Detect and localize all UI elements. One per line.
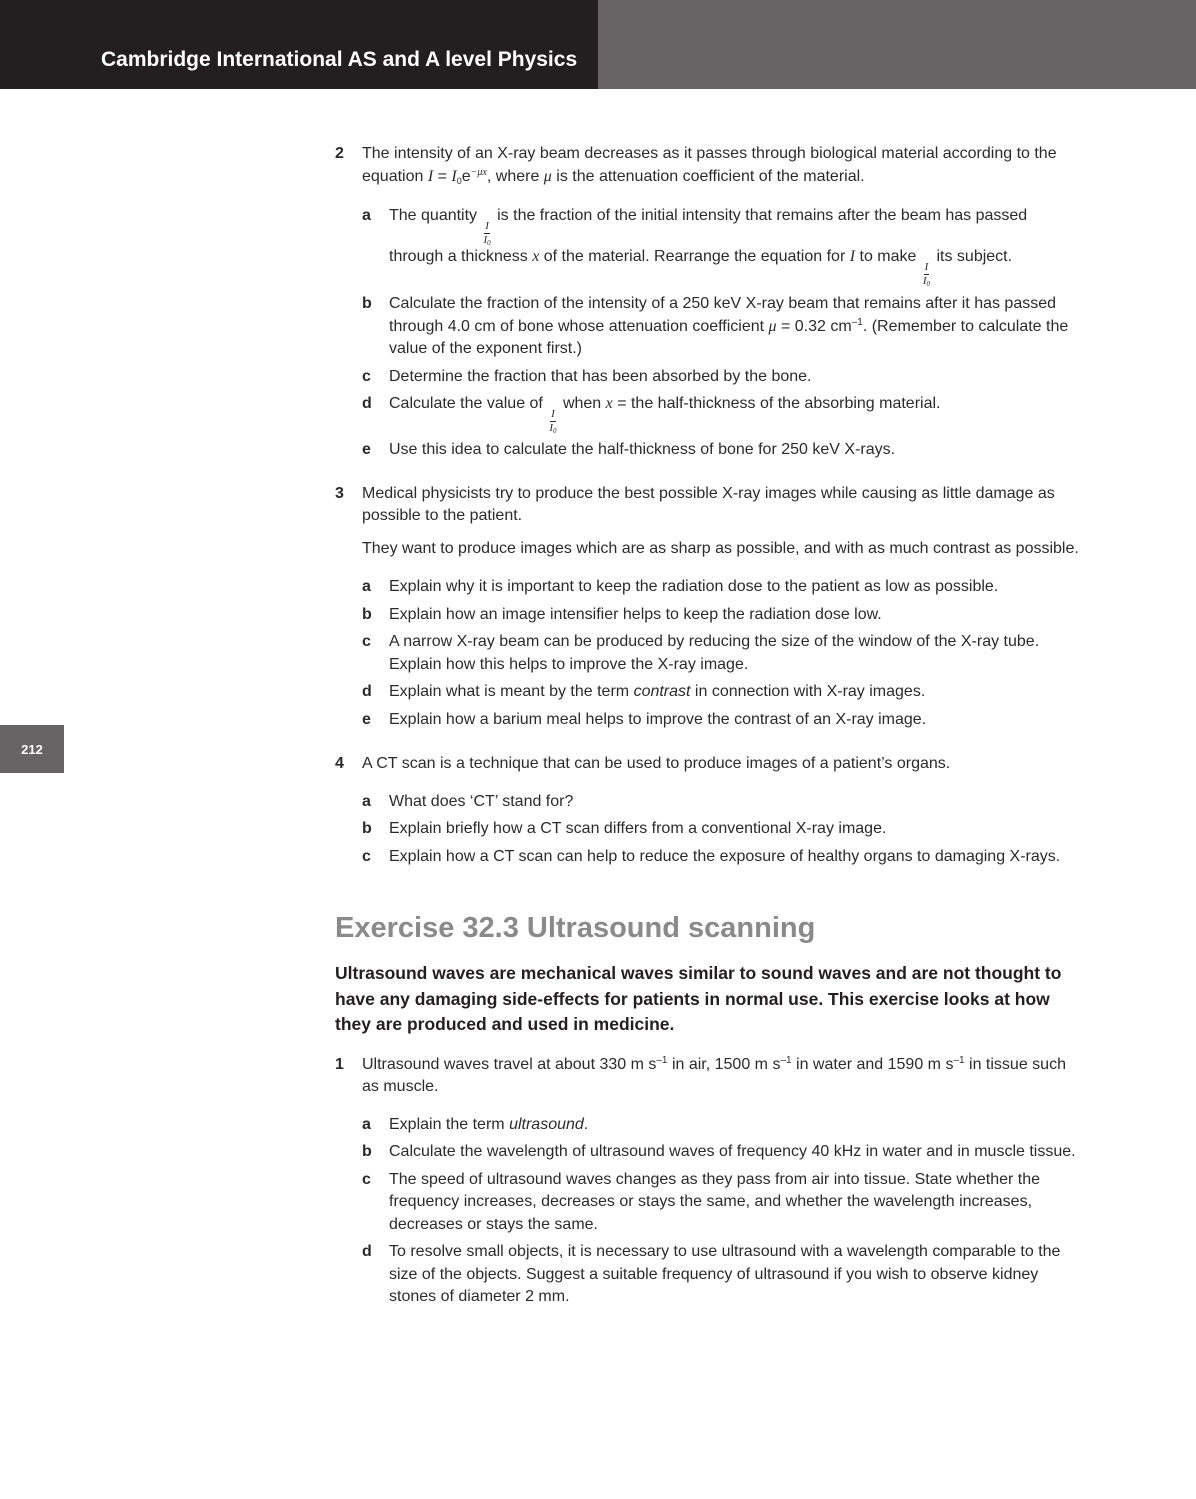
page-number-tab [0,725,64,773]
fraction-i-over-i0: $\frac{I}{I_0}$ [483,220,491,247]
question-parts [362,1114,1080,1309]
part-a: a Explain the term ultrasound. [362,1114,1080,1137]
part-a: a Explain why it is important to keep the radiation dose to the patient as low as possible. [362,576,1080,599]
fraction-i-over-i0: $\frac{I}{I_0}$ [549,408,557,435]
part-b: b Explain briefly how a CT scan differs from a conventional X-ray image. [362,818,1080,841]
part-c: c A narrow X-ray beam can be produced by reducing the size of the window of the X-ray tube. Explain how this helps to improve the X-ray image. [362,633,1040,673]
part-c: c Explain how a CT scan can help to reduce the exposure of healthy organs to damaging X-rays. [362,846,1080,869]
question-parts [362,205,1080,462]
page-number: 212 [21,741,43,757]
page-content [335,143,1080,1314]
exercise-question-1 [335,1054,1080,1309]
part-label: c [362,1170,371,1188]
question-parts [362,576,1080,731]
header-dark-band [0,0,598,89]
exercise-intro: Ultrasound waves are mechanical waves similar to sound waves and are not thought to have any damaging side-effects for patients in normal use. This exercise looks at how they are produced and used in medicine. [335,963,1062,1034]
part-label: e [362,441,371,458]
part-label: b [362,605,372,623]
part-label: d [362,395,372,412]
part-label: c [362,847,371,865]
exercise-title: Exercise 32.3 Ultrasound scanning [335,912,816,944]
part-label: c [362,367,371,385]
part-d: d Explain what is meant by the term contrast in connection with X-ray images. [362,681,1080,704]
part-label: a [362,792,371,810]
part-c: c Determine the fraction that has been absorbed by the bone. [362,366,1080,389]
part-d: d To resolve small objects, it is necessary to use ultrasound with a wavelength comparable to the size of the objects. Suggest a suitable frequency of ultrasound if you wish to observe kidney stones of diameter 2 mm. [362,1243,1061,1305]
question-text: The intensity of an X-ray beam decreases as it passes through biological material according to the equation $I = I_0e^{-\mu x}$, where μ is the attenuation coefficient of the material. [362,145,1057,186]
question-text: Ultrasound waves travel at about 330 m $s^{-1}$ in air, 1500 m $s^{-1}$ in water and 1590 m $s^{-1}$ in tissue such as muscle. [362,1054,1066,1095]
question-number: 2 [335,145,344,162]
question-number: 4 [335,755,344,772]
fraction-i-over-i0: $\frac{I}{I_0}$ [922,261,931,288]
part-label: b [362,1143,372,1160]
part-label: a [362,1115,371,1133]
question-text: A CT scan is a technique that can be used to produce images of a patient’s organs. [362,755,951,772]
part-a: a What does ‘CT’ stand for? [362,791,1080,814]
part-label: c [362,633,371,650]
header-grey-band [598,0,1196,89]
question-parts [362,791,1080,869]
part-label: b [362,820,372,837]
question-text: They want to produce images which are as sharp as possible, and with as much contrast as possible. [362,539,1079,557]
part-label: d [362,683,372,700]
part-d: d Calculate the value of $\frac{I}{I_0}$ when x = the half-thickness of the absorbing material. [362,395,941,435]
part-e: e Explain how a barium meal helps to improve the contrast of an X-ray image. [362,709,1080,732]
part-b: b Calculate the fraction of the intensity of a 250 keV X-ray beam that remains after it has passed through 4.0 cm of bone whose attenuation coefficient μ = 0.32 $cm^{-1}$. (Remember to calculate the value of the exponent first.) [362,295,1069,357]
part-b: b Calculate the wavelength of ultrasound waves of frequency 40 kHz in water and in muscle tissue. [362,1141,1080,1164]
part-label: d [362,1243,372,1260]
part-label: e [362,710,371,728]
question-number: 1 [335,1055,344,1073]
part-e: e Use this idea to calculate the half-thickness of bone for 250 keV X-rays. [362,439,1080,462]
part-c: c The speed of ultrasound waves changes as they pass from air into tissue. State whether the frequency increases, decreases or stays the same, and whether the wavelength increases, decreases or stays the same. [362,1170,1041,1233]
part-a: a The quantity $\frac{I}{I_0}$ is the fraction of the initial intensity that remains after the beam has passed through a thickness x of the material. Rearrange the equation for I to make $\frac{I}{I_0}$ its subject. [362,207,1028,288]
part-label: a [362,207,371,224]
part-b: b Explain how an image intensifier helps to keep the radiation dose low. [362,604,1080,627]
question-4 [335,753,1080,868]
book-title: Cambridge International AS and A level Physics [101,48,578,71]
question-number: 3 [335,484,344,502]
question-3 [335,483,1080,732]
question-text: Medical physicists try to produce the best possible X-ray images while causing as little damage as possible to the patient. [362,484,1055,524]
part-label: a [362,578,371,595]
question-2 [335,143,1080,462]
part-label: b [362,295,372,312]
